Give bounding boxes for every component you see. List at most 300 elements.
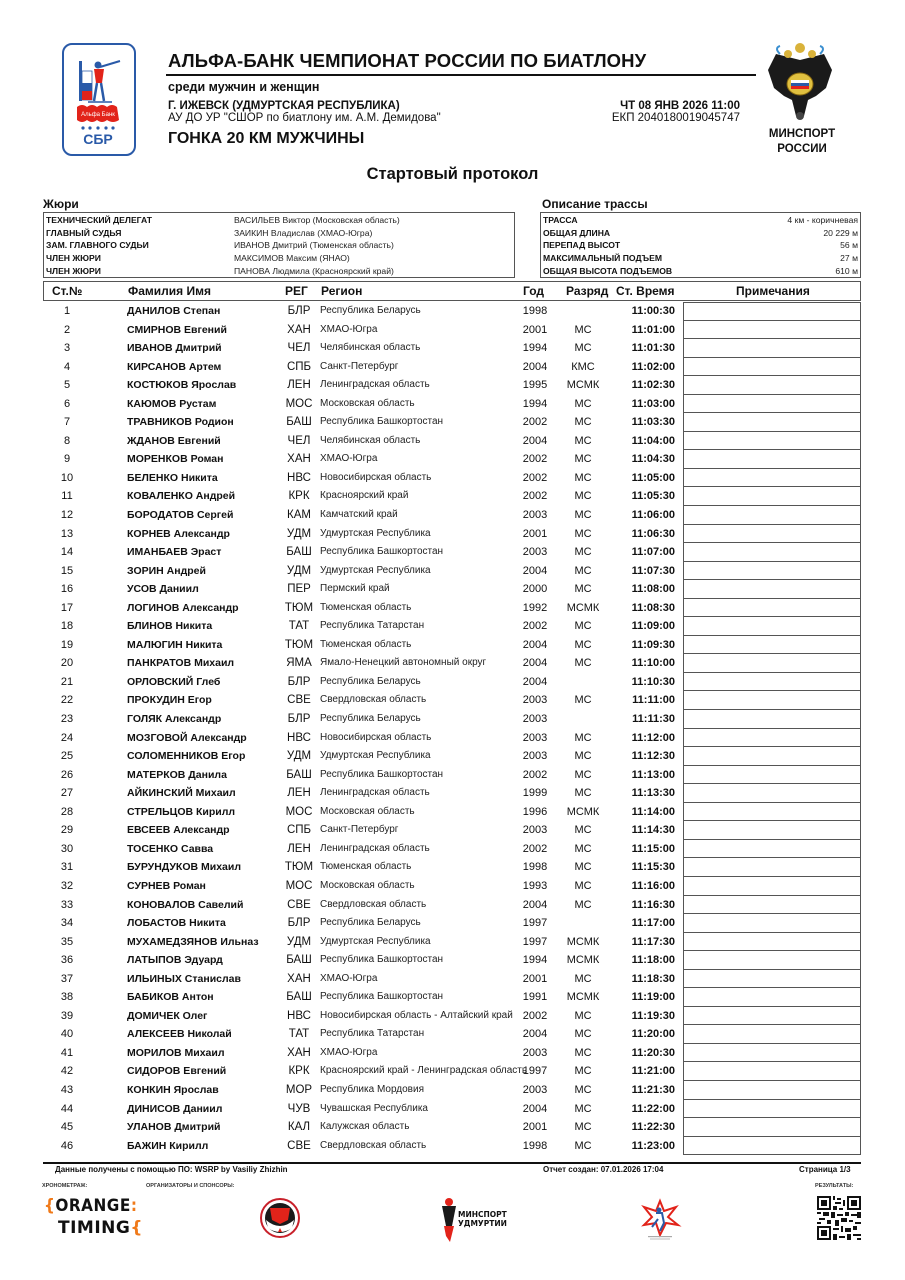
jury-person: ИВАНОВ Дмитрий (Тюменская область) (234, 240, 394, 251)
start-number: 27 (60, 787, 74, 800)
start-number: 32 (60, 879, 74, 892)
notes-cell (683, 1118, 861, 1137)
region-name: Республика Беларусь (320, 305, 421, 316)
region-code: БЛР (287, 713, 311, 726)
table-row (43, 691, 861, 710)
notes-cell (683, 766, 861, 785)
sport-rank: МС (574, 638, 592, 651)
start-time: 11:08:00 (631, 583, 675, 596)
region-name: Ямало-Ненецкий автономный округ (320, 657, 487, 669)
athlete-name: ЗОРИН Андрей (127, 564, 206, 577)
athlete-name: ТОСЕНКО Савва (127, 842, 214, 855)
minsport-udmurtia-logo (440, 1196, 507, 1244)
notes-cell (683, 376, 861, 395)
region-name: Республика Татарстан (320, 1028, 425, 1040)
athlete-name: ЕВСЕЕВ Александр (127, 824, 230, 837)
sport-rank: МС (574, 898, 592, 911)
start-time: 11:03:00 (631, 397, 675, 410)
sport-rank: МС (574, 583, 592, 596)
sport-rank: МС (574, 1028, 592, 1041)
athlete-name: ОРЛОВСКИЙ Глеб (127, 675, 221, 688)
table-row (43, 1137, 861, 1156)
birth-year: 2003 (522, 509, 548, 522)
start-number: 30 (60, 842, 74, 855)
table-row (43, 729, 861, 748)
region-code: СВЕ (287, 898, 311, 911)
region-name: Республика Мордовия (320, 1083, 424, 1095)
notes-cell (683, 933, 861, 952)
start-time: 11:01:30 (631, 342, 675, 355)
region-code: ХАН (287, 453, 311, 466)
athlete-name: ЛАТЫПОВ Эдуард (127, 954, 223, 967)
athlete-name: ЛОБАСТОВ Никита (127, 917, 226, 930)
region-code: КАМ (287, 509, 311, 522)
region-name: Московская область (320, 879, 415, 891)
table-row (43, 747, 861, 766)
birth-year: 2003 (522, 1046, 548, 1059)
birth-year: 2002 (522, 453, 548, 466)
table-row (43, 821, 861, 840)
results-label: РЕЗУЛЬТАТЫ: (815, 1183, 854, 1189)
table-row (43, 395, 861, 414)
jury-role: ЧЛЕН ЖЮРИ (46, 265, 101, 276)
start-number: 6 (63, 397, 71, 410)
notes-cell (683, 840, 861, 859)
region-code: ХАН (287, 1046, 311, 1059)
start-number: 20 (60, 657, 74, 670)
jury-role: ГЛАВНЫЙ СУДЬЯ (46, 227, 122, 238)
orange-timing-logo: {ORANGE: TIMING{ (44, 1196, 143, 1238)
sport-rank: МСМК (566, 991, 600, 1004)
region-name: Тюменская область (320, 861, 412, 873)
figure-icon (440, 1196, 458, 1244)
birth-year: 1992 (522, 601, 548, 614)
start-time: 11:09:30 (631, 638, 675, 651)
sport-rank: МС (574, 509, 592, 522)
birth-year: 2003 (522, 713, 548, 726)
birth-year: 1994 (522, 954, 548, 967)
col-header-region: Регион (321, 284, 363, 298)
table-row (43, 1007, 861, 1026)
athlete-name: ИЛЬИНЫХ Станислав (127, 972, 241, 985)
start-number: 31 (60, 861, 74, 874)
athlete-name: ИВАНОВ Дмитрий (127, 342, 222, 355)
region-code: ЧУВ (287, 1102, 311, 1115)
start-time: 11:05:30 (631, 490, 675, 503)
athlete-name: СУРНЕВ Роман (127, 879, 206, 892)
region-code: ТЮМ (284, 601, 314, 614)
athlete-name: ГОЛЯК Александр (127, 713, 222, 726)
birth-year: 1997 (522, 935, 548, 948)
data-source-note: Данные получены с помощью ПО: WSRP by Vasiliy Zhizhin (55, 1165, 288, 1174)
sport-rank: МС (574, 1139, 592, 1152)
notes-cell (683, 395, 861, 414)
table-row (43, 636, 861, 655)
athlete-name: ИМАНБАЕВ Эраст (127, 546, 222, 559)
start-number: 16 (60, 583, 74, 596)
birth-year: 1999 (522, 787, 548, 800)
athlete-name: МУХАМЕДЗЯНОВ Ильназ (127, 935, 259, 948)
region-name: Республика Башкортостан (320, 546, 444, 558)
table-row (43, 1025, 861, 1044)
col-header-time: Ст. Время (616, 284, 675, 298)
minsport-udm-line1: МИНСПОРТ (458, 1210, 507, 1219)
table-row (43, 432, 861, 451)
region-code: ХАН (287, 972, 311, 985)
notes-cell (683, 321, 861, 340)
region-code: УДМ (286, 750, 312, 763)
start-time: 11:13:00 (631, 768, 675, 781)
course-row (543, 214, 858, 227)
region-code: ХАН (287, 323, 311, 336)
birth-year: 2004 (522, 675, 548, 688)
region-code: СПБ (286, 824, 312, 837)
region-code: ТЮМ (284, 861, 314, 874)
sport-rank: МС (574, 1121, 592, 1134)
birth-year: 2001 (522, 323, 548, 336)
notes-cell (683, 710, 861, 729)
start-time: 11:12:00 (631, 731, 675, 744)
region-name: Ленинградская область (320, 787, 430, 799)
region-name: Новосибирская область (320, 731, 432, 743)
table-row (43, 450, 861, 469)
start-time: 11:19:00 (631, 991, 675, 1004)
start-time: 11:03:30 (631, 416, 675, 429)
athlete-name: МОРИЛОВ Михаил (127, 1046, 225, 1059)
region-code: НВС (287, 731, 311, 744)
birth-year: 2002 (522, 490, 548, 503)
orange-timing-line2: TIMING (58, 1218, 131, 1238)
athlete-name: ЛОГИНОВ Александр (127, 601, 239, 614)
course-value: 20 229 м (823, 227, 858, 238)
start-number: 37 (60, 972, 74, 985)
notes-cell (683, 302, 861, 321)
region-name: Республика Беларусь (320, 675, 421, 687)
sport-rank: МС (574, 657, 592, 670)
start-time: 11:20:00 (631, 1028, 675, 1041)
athlete-name: КИРСАНОВ Артем (127, 360, 222, 373)
region-code: ТЮМ (284, 638, 314, 651)
start-time: 11:16:00 (631, 879, 675, 892)
event-datetime: ЧТ 08 ЯНВ 2026 11:00 (620, 100, 740, 112)
region-name: Ленинградская область (320, 379, 430, 391)
table-row (43, 933, 861, 952)
athlete-name: КОНКИН Ярослав (127, 1083, 219, 1096)
sport-rank: МС (574, 1009, 592, 1022)
notes-cell (683, 339, 861, 358)
region-name: Республика Башкортостан (320, 768, 444, 780)
notes-cell (683, 654, 861, 673)
start-list-header (43, 281, 861, 301)
table-row (43, 580, 861, 599)
notes-cell (683, 1137, 861, 1156)
athlete-name: КОРНЕВ Александр (127, 527, 230, 540)
sport-rank: МС (574, 879, 592, 892)
region-code: БАШ (286, 768, 312, 781)
notes-cell (683, 636, 861, 655)
region-code: КАЛ (287, 1121, 311, 1134)
athlete-name: ДИНИСОВ Даниил (127, 1102, 223, 1115)
notes-cell (683, 358, 861, 377)
table-row (43, 803, 861, 822)
region-name: Камчатский край (320, 509, 398, 521)
start-time: 11:04:30 (631, 453, 675, 466)
region-name: Ленинградская область (320, 842, 430, 854)
start-number: 9 (63, 453, 71, 466)
results-qr-code[interactable] (817, 1196, 861, 1240)
jury-role: ТЕХНИЧЕСКИЙ ДЕЛЕГАТ (46, 215, 153, 226)
start-number: 18 (60, 620, 74, 633)
course-value: 4 км - коричневая (787, 215, 858, 226)
region-code: ЧЕЛ (287, 342, 311, 355)
table-row (43, 951, 861, 970)
athlete-name: ДОМИЧЕК Олег (127, 1009, 208, 1022)
course-value: 56 м (840, 240, 858, 251)
region-code: БАШ (286, 416, 312, 429)
course-key: ОБЩАЯ ВЫСОТА ПОДЪЕМОВ (543, 265, 673, 276)
notes-cell (683, 1007, 861, 1026)
start-time: 11:10:30 (631, 675, 675, 688)
sport-rank: МС (574, 787, 592, 800)
start-number: 8 (63, 434, 71, 447)
region-name: Свердловская область (320, 1139, 427, 1151)
table-row (43, 896, 861, 915)
jury-heading: Жюри (43, 197, 79, 211)
birth-year: 1994 (522, 397, 548, 410)
jury-person: МАКСИМОВ Максим (ЯНАО) (234, 253, 350, 264)
region-code: СВЕ (287, 1139, 311, 1152)
birth-year: 1994 (522, 342, 548, 355)
athlete-name: УЛАНОВ Дмитрий (127, 1121, 221, 1134)
region-code: КРК (288, 1065, 310, 1078)
sport-rank: МС (574, 731, 592, 744)
notes-cell (683, 1062, 861, 1081)
footer-divider (43, 1162, 861, 1164)
ekp-number: ЕКП 2040180019045747 (611, 112, 740, 124)
birth-year: 1997 (522, 917, 548, 930)
region-name: Тюменская область (320, 601, 412, 613)
notes-cell (683, 729, 861, 748)
birth-year: 2004 (522, 657, 548, 670)
birth-year: 1996 (522, 805, 548, 818)
notes-cell (683, 988, 861, 1007)
col-header-name: Фамилия Имя (128, 284, 212, 298)
birth-year: 2003 (522, 731, 548, 744)
table-row (43, 302, 861, 321)
start-time: 11:17:30 (631, 935, 675, 948)
table-row (43, 858, 861, 877)
table-row (43, 506, 861, 525)
table-row (43, 970, 861, 989)
report-created: Отчет создан: 07.01.2026 17:04 (543, 1165, 664, 1174)
region-code: СВЕ (287, 694, 311, 707)
start-time: 11:22:00 (631, 1102, 675, 1115)
start-number: 41 (60, 1046, 74, 1059)
start-time: 11:21:00 (631, 1065, 675, 1078)
col-header-reg: РЕГ (285, 284, 308, 298)
birth-year: 2002 (522, 1009, 548, 1022)
region-name: ХМАО-Югра (320, 323, 378, 335)
jury-person: ЗАИКИН Владислав (ХМАО-Югра) (234, 227, 373, 238)
start-number: 40 (60, 1028, 74, 1041)
notes-cell (683, 432, 861, 451)
start-number: 35 (60, 935, 74, 948)
notes-cell (683, 896, 861, 915)
start-number: 23 (60, 713, 74, 726)
notes-cell (683, 673, 861, 692)
start-number: 19 (60, 638, 74, 651)
athlete-name: МОЗГОВОЙ Александр (127, 731, 247, 744)
start-number: 36 (60, 954, 74, 967)
table-row (43, 914, 861, 933)
start-time: 11:23:00 (631, 1139, 675, 1152)
course-row (543, 252, 858, 265)
region-name: Новосибирская область (320, 471, 432, 483)
region-name: Тюменская область (320, 638, 412, 650)
athlete-name: КОВАЛЕНКО Андрей (127, 490, 236, 503)
birth-year: 2004 (522, 564, 548, 577)
start-number: 10 (60, 471, 74, 484)
birth-year: 2001 (522, 972, 548, 985)
course-key: ТРАССА (543, 215, 578, 226)
athlete-name: АЛЕКСЕЕВ Николай (127, 1028, 232, 1041)
course-heading: Описание трассы (542, 197, 648, 211)
region-code: СПБ (286, 360, 312, 373)
sport-rank: МС (574, 527, 592, 540)
event-title: АЛЬФА-БАНК ЧЕМПИОНАТ РОССИИ ПО БИАТЛОНУ (168, 50, 647, 71)
biathlete-icon (64, 45, 134, 154)
start-number: 17 (60, 601, 74, 614)
region-code: МОС (285, 397, 313, 410)
sport-rank: МС (574, 694, 592, 707)
region-code: БЛР (287, 917, 311, 930)
table-row (43, 1118, 861, 1137)
start-time: 11:11:00 (632, 694, 675, 707)
sport-rank: МС (574, 453, 592, 466)
athlete-name: ТРАВНИКОВ Родион (127, 416, 234, 429)
col-header-no: Ст.№ (52, 284, 83, 298)
course-row (543, 227, 858, 240)
sport-rank: МС (574, 564, 592, 577)
minsport-udm-line2: УДМУРТИИ (458, 1219, 507, 1228)
start-time: 11:17:00 (631, 917, 675, 930)
region-code: БАШ (286, 954, 312, 967)
notes-cell (683, 858, 861, 877)
birth-year: 1993 (522, 879, 548, 892)
sbr-logo (62, 43, 136, 156)
region-name: Красноярский край (320, 490, 409, 502)
region-name: Красноярский край - Ленинградская область (320, 1065, 528, 1077)
region-name: Калужская область (320, 1121, 410, 1133)
sport-rank: МС (574, 397, 592, 410)
table-row (43, 1081, 861, 1100)
sport-rank: МС (574, 1046, 592, 1059)
jury-person: ВАСИЛЬЕВ Виктор (Московская область) (234, 215, 400, 226)
birth-year: 2001 (522, 527, 548, 540)
region-code: БАШ (286, 991, 312, 1004)
table-row (43, 376, 861, 395)
athlete-name: БАБИКОВ Антон (127, 991, 214, 1004)
table-row (43, 543, 861, 562)
table-row (43, 413, 861, 432)
start-number: 5 (63, 379, 71, 392)
athlete-name: ЖДАНОВ Евгений (127, 434, 221, 447)
start-number: 29 (60, 824, 74, 837)
sport-rank: МС (574, 1065, 592, 1078)
start-number: 15 (60, 564, 74, 577)
region-name: Московская область (320, 397, 415, 409)
sport-rank: МСМК (566, 805, 600, 818)
notes-cell (683, 580, 861, 599)
sport-rank: КМС (571, 360, 595, 373)
course-table (540, 212, 861, 278)
region-code: ПЕР (287, 583, 311, 596)
start-time: 11:19:30 (631, 1009, 675, 1022)
sport-rank: МС (574, 824, 592, 837)
region-code: МОС (285, 879, 313, 892)
start-time: 11:20:30 (631, 1046, 675, 1059)
region-name: Челябинская область (320, 434, 421, 446)
sport-rank: МС (574, 861, 592, 874)
start-number: 12 (60, 509, 74, 522)
event-city: Г. ИЖЕВСК (УДМУРТСКАЯ РЕСПУБЛИКА) (168, 100, 400, 112)
start-time: 11:15:30 (631, 861, 675, 874)
birth-year: 1991 (522, 991, 548, 1004)
table-row (43, 840, 861, 859)
birth-year: 2003 (522, 694, 548, 707)
start-number: 25 (60, 750, 74, 763)
event-venue: АУ ДО УР "СШОР по биатлону им. А.М. Демидова" (168, 112, 441, 124)
table-row (43, 617, 861, 636)
start-time: 11:04:00 (631, 434, 675, 447)
notes-cell (683, 1100, 861, 1119)
region-code: УДМ (286, 564, 312, 577)
athlete-name: АЙКИНСКИЙ Михаил (127, 787, 236, 800)
athlete-name: УСОВ Даниил (127, 583, 199, 596)
notes-cell (683, 525, 861, 544)
biathlon-federation-logo-icon (638, 1197, 682, 1241)
region-name: Свердловская область (320, 898, 427, 910)
notes-cell (683, 877, 861, 896)
athlete-name: БЕЛЕНКО Никита (127, 471, 218, 484)
region-name: Республика Башкортостан (320, 416, 444, 428)
birth-year: 2004 (522, 638, 548, 651)
start-time: 11:14:00 (631, 805, 675, 818)
athlete-name: МОРЕНКОВ Роман (127, 453, 224, 466)
region-name: ХМАО-Югра (320, 972, 378, 984)
start-time: 11:12:30 (631, 750, 675, 763)
table-row (43, 525, 861, 544)
notes-cell (683, 821, 861, 840)
start-number: 26 (60, 768, 74, 781)
athlete-name: БОРОДАТОВ Сергей (127, 509, 234, 522)
start-number: 3 (63, 342, 71, 355)
start-number: 4 (63, 360, 71, 373)
birth-year: 1998 (522, 305, 548, 317)
birth-year: 2001 (522, 1121, 548, 1134)
jury-row (46, 227, 512, 240)
athlete-name: БАЖИН Кирилл (127, 1139, 209, 1152)
region-name: Удмуртская Республика (320, 564, 431, 576)
athlete-name: КОСТЮКОВ Ярослав (127, 379, 237, 392)
double-eagle-emblem-icon (766, 40, 834, 126)
region-name: Республика Беларусь (320, 917, 421, 929)
birth-year: 2002 (522, 620, 548, 633)
region-name: ХМАО-Югра (320, 1046, 378, 1058)
notes-cell (683, 914, 861, 933)
minsport-line2: РОССИИ (777, 143, 827, 155)
region-code: БЛР (287, 675, 311, 688)
